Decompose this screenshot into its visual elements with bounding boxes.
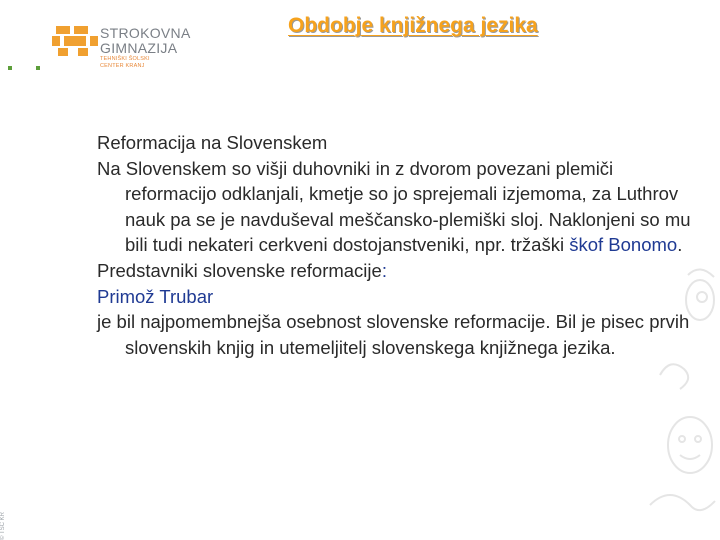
page-title: Obdobje knjižnega jezika [288,14,538,37]
logo-sub-line2: CENTER KRANJ [100,62,145,69]
logo-name-line2: GIMNAZIJA [100,40,178,56]
line-heading: Reformacija na Slovenskem [97,132,328,153]
logo-subtitle [100,56,150,69]
line-representatives [97,258,692,284]
decorative-dots [6,63,46,73]
paragraph-reformation-end: . [677,234,683,256]
logo-name [100,26,191,56]
line-representatives-colon: : [381,259,387,281]
link-primoz-trubar[interactable]: Primož Trubar [97,285,214,307]
school-logo [50,20,210,76]
logo-sub-line1: TEHNIŠKI ŠOLSKI [100,56,150,62]
paragraph-trubar: je bil najpomembnejša osebnost slovenske reformacije. Bil je pisec prvih slovenskih knjig in utemeljitelj slovenskega knjižnega jezika. [97,311,690,358]
main-content [97,130,692,360]
line-representatives-text: Predstavniki slovenske reformacije [97,259,382,281]
paragraph-reformation-text: Na Slovenskem so višji duhovniki in z dvorom povezani plemiči reformacijo odklanjali, kmetje so jo sprejemali izjemoma, za Luthrov nauk pa se je navduševal meščansko-plemiški sloj. Naklonjeni so mu bili tudi nekateri cerkveni dostojanstveniki, npr. tržaški [97,157,691,256]
logo-mark-icon [50,24,100,60]
paragraph-reformation [97,156,692,258]
sidebar-copyright: © TŠC KR [0,512,6,540]
link-bishop-bonomo[interactable]: škof Bonomo [569,234,678,256]
logo-name-line1: STROKOVNA [100,25,191,41]
